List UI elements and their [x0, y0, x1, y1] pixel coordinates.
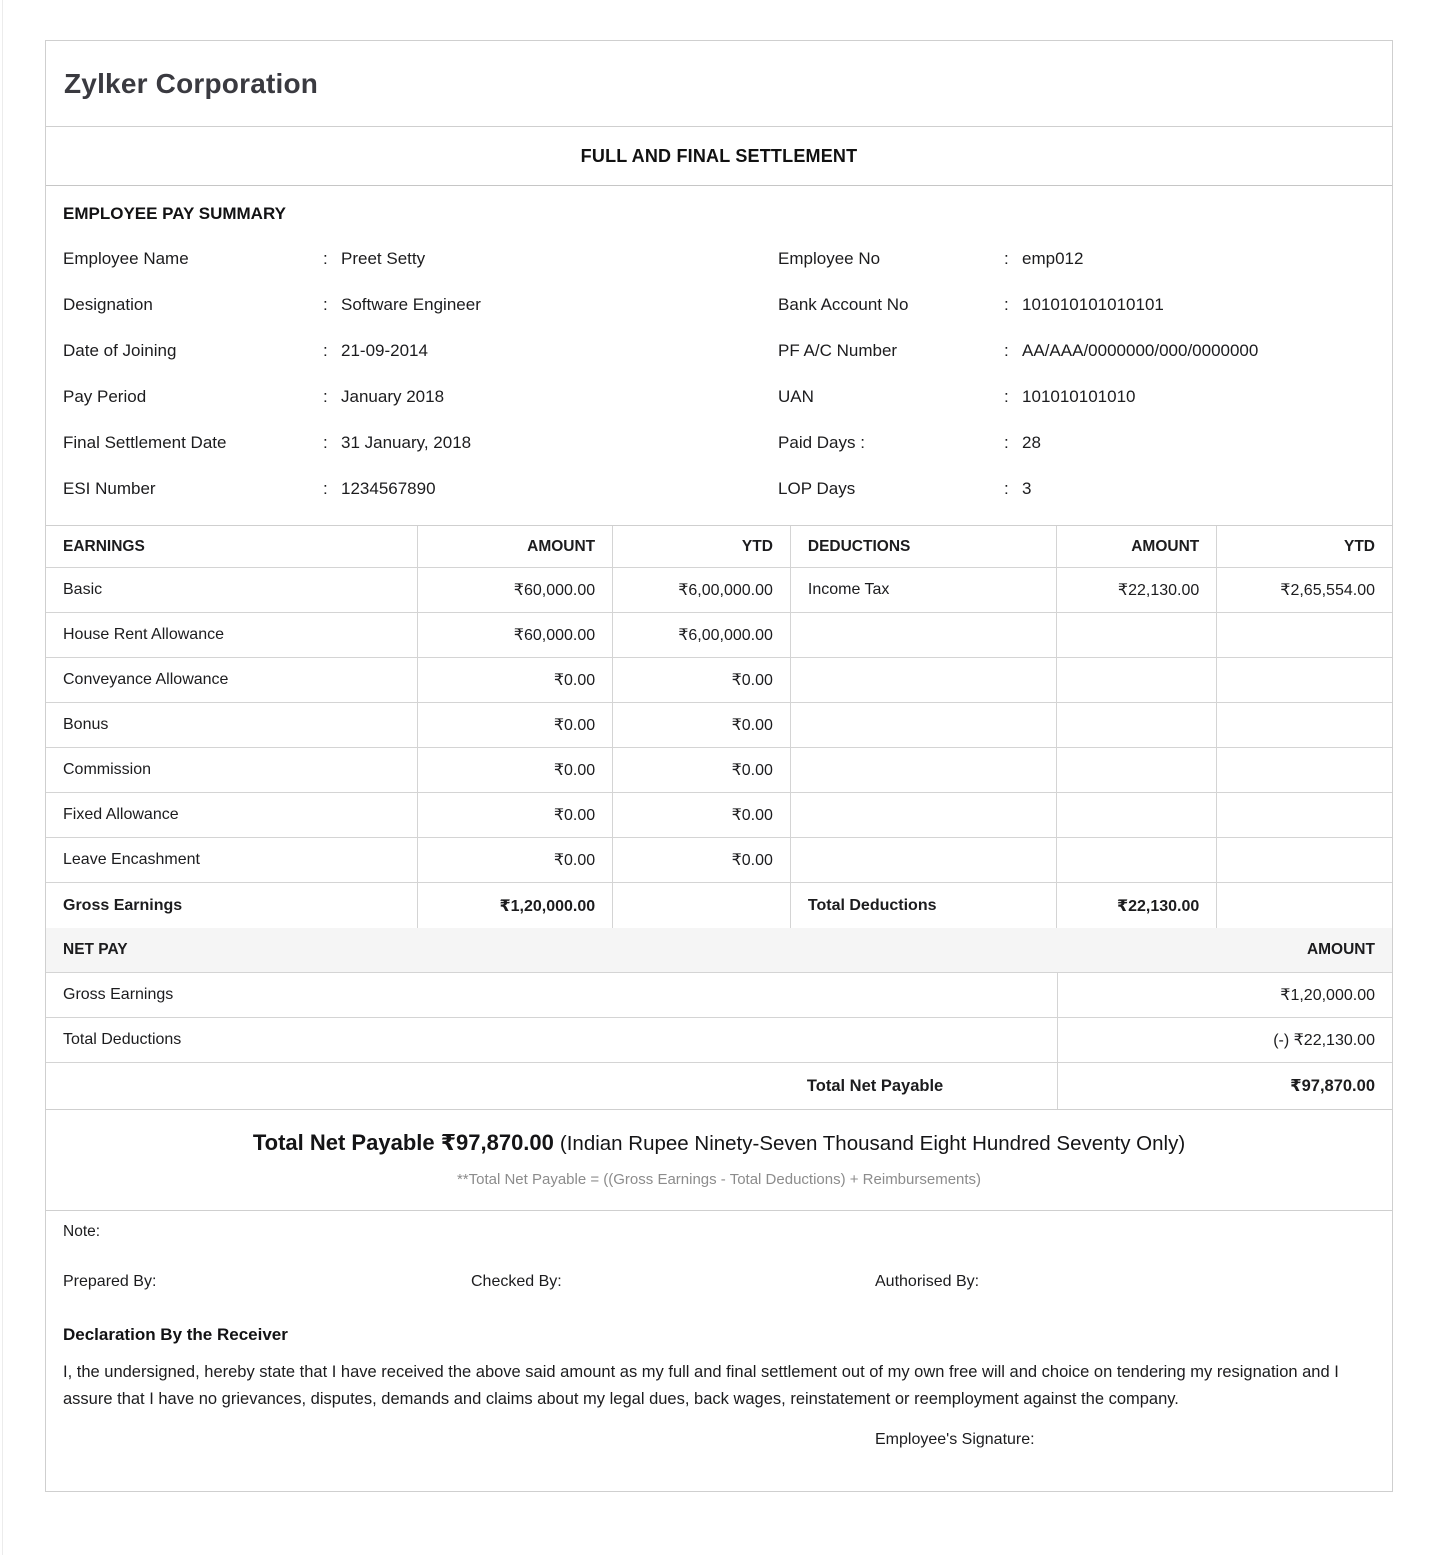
earning-amount: ₹0.00	[418, 838, 613, 882]
total-net-payable-summary	[46, 1110, 1392, 1211]
detail-row-esi-number	[63, 466, 778, 512]
deduction-label	[791, 703, 1058, 747]
detail-row-bank-account-no	[778, 282, 1375, 328]
earnings-deductions-table	[46, 525, 1392, 928]
detail-label: Bank Account No	[778, 295, 909, 314]
detail-colon: :	[323, 295, 328, 314]
table-row	[46, 793, 1392, 838]
header-deductions-ytd: YTD	[1343, 537, 1375, 555]
total-net-payable-line	[63, 1130, 1375, 1156]
net-pay-row-amount: ₹1,20,000.00	[1057, 973, 1392, 1017]
detail-label: Employee No	[778, 249, 881, 268]
table-header-row	[46, 526, 1392, 568]
total-net-payable-label: Total Net Payable	[806, 1076, 944, 1095]
header-earnings: EARNINGS	[46, 526, 418, 567]
deduction-label	[791, 748, 1058, 792]
detail-colon: :	[323, 341, 328, 360]
detail-label: Date of Joining	[63, 341, 177, 360]
declaration-heading: Declaration By the Receiver	[63, 1325, 288, 1344]
table-row	[46, 703, 1392, 748]
detail-value: 3	[1022, 479, 1032, 498]
net-pay-row-amount: (-) ₹22,130.00	[1057, 1018, 1392, 1062]
net-pay-total-row	[46, 1063, 1392, 1110]
deduction-ytd: ₹2,65,554.00	[1280, 582, 1375, 599]
detail-value: 28	[1022, 433, 1041, 452]
detail-row-paid-days	[778, 420, 1375, 466]
table-row	[46, 748, 1392, 793]
detail-row-final-settlement-date	[63, 420, 778, 466]
net-pay-total-spacer	[46, 1063, 790, 1109]
document-title: FULL AND FINAL SETTLEMENT	[580, 145, 858, 166]
detail-colon: :	[323, 249, 328, 268]
window-edge-line	[2, 0, 3, 1555]
signoff-row	[63, 1273, 1375, 1291]
total-deductions-amount: ₹22,130.00	[1057, 883, 1217, 928]
deduction-amount	[1057, 658, 1217, 702]
earning-ytd: ₹0.00	[613, 793, 791, 837]
net-pay-section	[46, 928, 1392, 1110]
total-deductions-label: Total Deductions	[791, 883, 1058, 928]
detail-row-designation	[63, 282, 778, 328]
detail-colon: :	[1004, 387, 1009, 406]
detail-label: Designation	[63, 295, 153, 314]
gross-earnings-ytd	[613, 883, 791, 928]
gross-earnings-label: Gross Earnings	[46, 883, 418, 928]
net-pay-row-label: Total Deductions	[63, 1031, 182, 1048]
employee-pay-summary-section	[46, 186, 1392, 525]
net-pay-row-gross-earnings	[46, 973, 1392, 1018]
earning-ytd: ₹0.00	[613, 748, 791, 792]
total-deductions-ytd	[1217, 883, 1392, 928]
amount-in-words: (Indian Rupee Ninety-Seven Thousand Eight Hundred Seventy Only)	[559, 1132, 1186, 1155]
detail-value: 31 January, 2018	[341, 433, 472, 452]
detail-value: emp012	[1022, 249, 1084, 268]
deduction-label	[791, 658, 1058, 702]
document-title-bar	[46, 127, 1392, 186]
deduction-amount	[1057, 748, 1217, 792]
detail-row-lop-days	[778, 466, 1375, 512]
table-row	[46, 658, 1392, 703]
detail-label: Paid Days :	[778, 433, 865, 452]
pay-summary-grid	[63, 236, 1375, 512]
settlement-document	[45, 40, 1393, 1492]
earning-label: House Rent Allowance	[46, 613, 418, 657]
earning-ytd: ₹0.00	[613, 838, 791, 882]
declaration-text: I, the undersigned, hereby state that I have received the above said amount as my full and final settlement out of my own free will and choice on tendering my resignation and I assure that I have no grievances, disputes, demands and claims about my legal dues, back wages, reinstatement or reemployment against the company.	[63, 1363, 1339, 1408]
net-payable-formula-note: **Total Net Payable = ((Gross Earnings - Total Deductions) + Reimbursements)	[456, 1171, 982, 1188]
detail-label: Employee Name	[63, 249, 189, 268]
detail-value: Preet Setty	[341, 249, 426, 268]
detail-colon: :	[1004, 479, 1009, 498]
prepared-by-label: Prepared By:	[63, 1273, 157, 1290]
total-net-payable-amount: ₹97,870.00	[1057, 1063, 1392, 1109]
header-earnings-amount: AMOUNT	[418, 526, 613, 567]
detail-label: PF A/C Number	[778, 341, 898, 360]
earning-amount: ₹0.00	[418, 703, 613, 747]
header-deductions: DEDUCTIONS	[791, 526, 1058, 567]
earning-ytd: ₹0.00	[613, 703, 791, 747]
deduction-ytd	[1217, 703, 1392, 747]
earning-label: Bonus	[46, 703, 418, 747]
detail-value: January 2018	[341, 387, 445, 406]
checked-by-label: Checked By:	[471, 1273, 562, 1290]
detail-colon: :	[323, 433, 328, 452]
detail-value: 101010101010	[1022, 387, 1136, 406]
earning-amount: ₹0.00	[418, 748, 613, 792]
earning-ytd: ₹6,00,000.00	[613, 568, 791, 612]
net-pay-amount-header: AMOUNT	[1306, 941, 1375, 958]
detail-row-pay-period	[63, 374, 778, 420]
pay-summary-heading: EMPLOYEE PAY SUMMARY	[63, 204, 286, 223]
detail-row-employee-name	[63, 236, 778, 282]
total-net-payable-text: Total Net Payable ₹97,870.00	[252, 1130, 554, 1155]
table-row	[46, 568, 1392, 613]
detail-value: 101010101010101	[1022, 295, 1164, 314]
detail-row-uan	[778, 374, 1375, 420]
net-pay-header-row	[46, 928, 1392, 973]
detail-value: 1234567890	[341, 479, 436, 498]
earning-amount: ₹0.00	[418, 793, 613, 837]
deduction-amount	[1057, 793, 1217, 837]
detail-row-employee-no	[778, 236, 1375, 282]
detail-row-pf-ac-number	[778, 328, 1375, 374]
earning-ytd: ₹6,00,000.00	[613, 613, 791, 657]
deduction-ytd	[1217, 838, 1392, 882]
deduction-ytd	[1217, 748, 1392, 792]
deduction-ytd	[1217, 613, 1392, 657]
deduction-ytd	[1217, 793, 1392, 837]
deduction-amount: ₹22,130.00	[1057, 568, 1217, 612]
detail-colon: :	[1004, 341, 1009, 360]
header-deductions-amount: AMOUNT	[1057, 526, 1217, 567]
table-totals-row	[46, 883, 1392, 928]
detail-colon: :	[1004, 433, 1009, 452]
deduction-amount	[1057, 613, 1217, 657]
detail-label: ESI Number	[63, 479, 156, 498]
detail-colon: :	[323, 387, 328, 406]
employee-signature-label: Employee's Signature:	[875, 1431, 1035, 1448]
net-pay-row-label: Gross Earnings	[63, 986, 174, 1003]
note-label: Note:	[63, 1223, 101, 1240]
earning-label: Conveyance Allowance	[46, 658, 418, 702]
gross-earnings-amount: ₹1,20,000.00	[418, 883, 613, 928]
earning-amount: ₹0.00	[418, 658, 613, 702]
earning-amount: ₹60,000.00	[418, 568, 613, 612]
deduction-amount	[1057, 703, 1217, 747]
table-row	[46, 613, 1392, 658]
company-header	[46, 41, 1392, 127]
detail-label: LOP Days	[778, 479, 856, 498]
detail-colon: :	[1004, 295, 1009, 314]
net-pay-heading: NET PAY	[63, 941, 128, 958]
detail-colon: :	[1004, 249, 1009, 268]
earning-ytd: ₹0.00	[613, 658, 791, 702]
earning-label: Basic	[46, 568, 418, 612]
document-footer	[46, 1211, 1392, 1491]
earning-label: Fixed Allowance	[46, 793, 418, 837]
detail-value: 21-09-2014	[341, 341, 428, 360]
deduction-ytd	[1217, 658, 1392, 702]
detail-label: Final Settlement Date	[63, 433, 227, 452]
net-pay-row-total-deductions	[46, 1018, 1392, 1063]
pay-summary-right-column	[778, 236, 1375, 512]
deduction-amount	[1057, 838, 1217, 882]
detail-value: AA/AAA/0000000/000/0000000	[1022, 341, 1259, 360]
earning-amount: ₹60,000.00	[418, 613, 613, 657]
earning-label: Leave Encashment	[46, 838, 418, 882]
detail-label: Pay Period	[63, 387, 147, 406]
earning-label: Commission	[46, 748, 418, 792]
deduction-label	[791, 793, 1058, 837]
detail-row-date-of-joining	[63, 328, 778, 374]
pay-summary-left-column	[63, 236, 778, 512]
authorised-by-label: Authorised By:	[875, 1273, 980, 1290]
deduction-label	[791, 613, 1058, 657]
table-row	[46, 838, 1392, 883]
detail-label: UAN	[778, 387, 814, 406]
deduction-label	[791, 838, 1058, 882]
deduction-label: Income Tax	[791, 568, 1058, 612]
company-name: Zylker Corporation	[64, 67, 319, 99]
detail-value: Software Engineer	[341, 295, 481, 314]
header-earnings-ytd: YTD	[613, 526, 791, 567]
detail-colon: :	[323, 479, 328, 498]
